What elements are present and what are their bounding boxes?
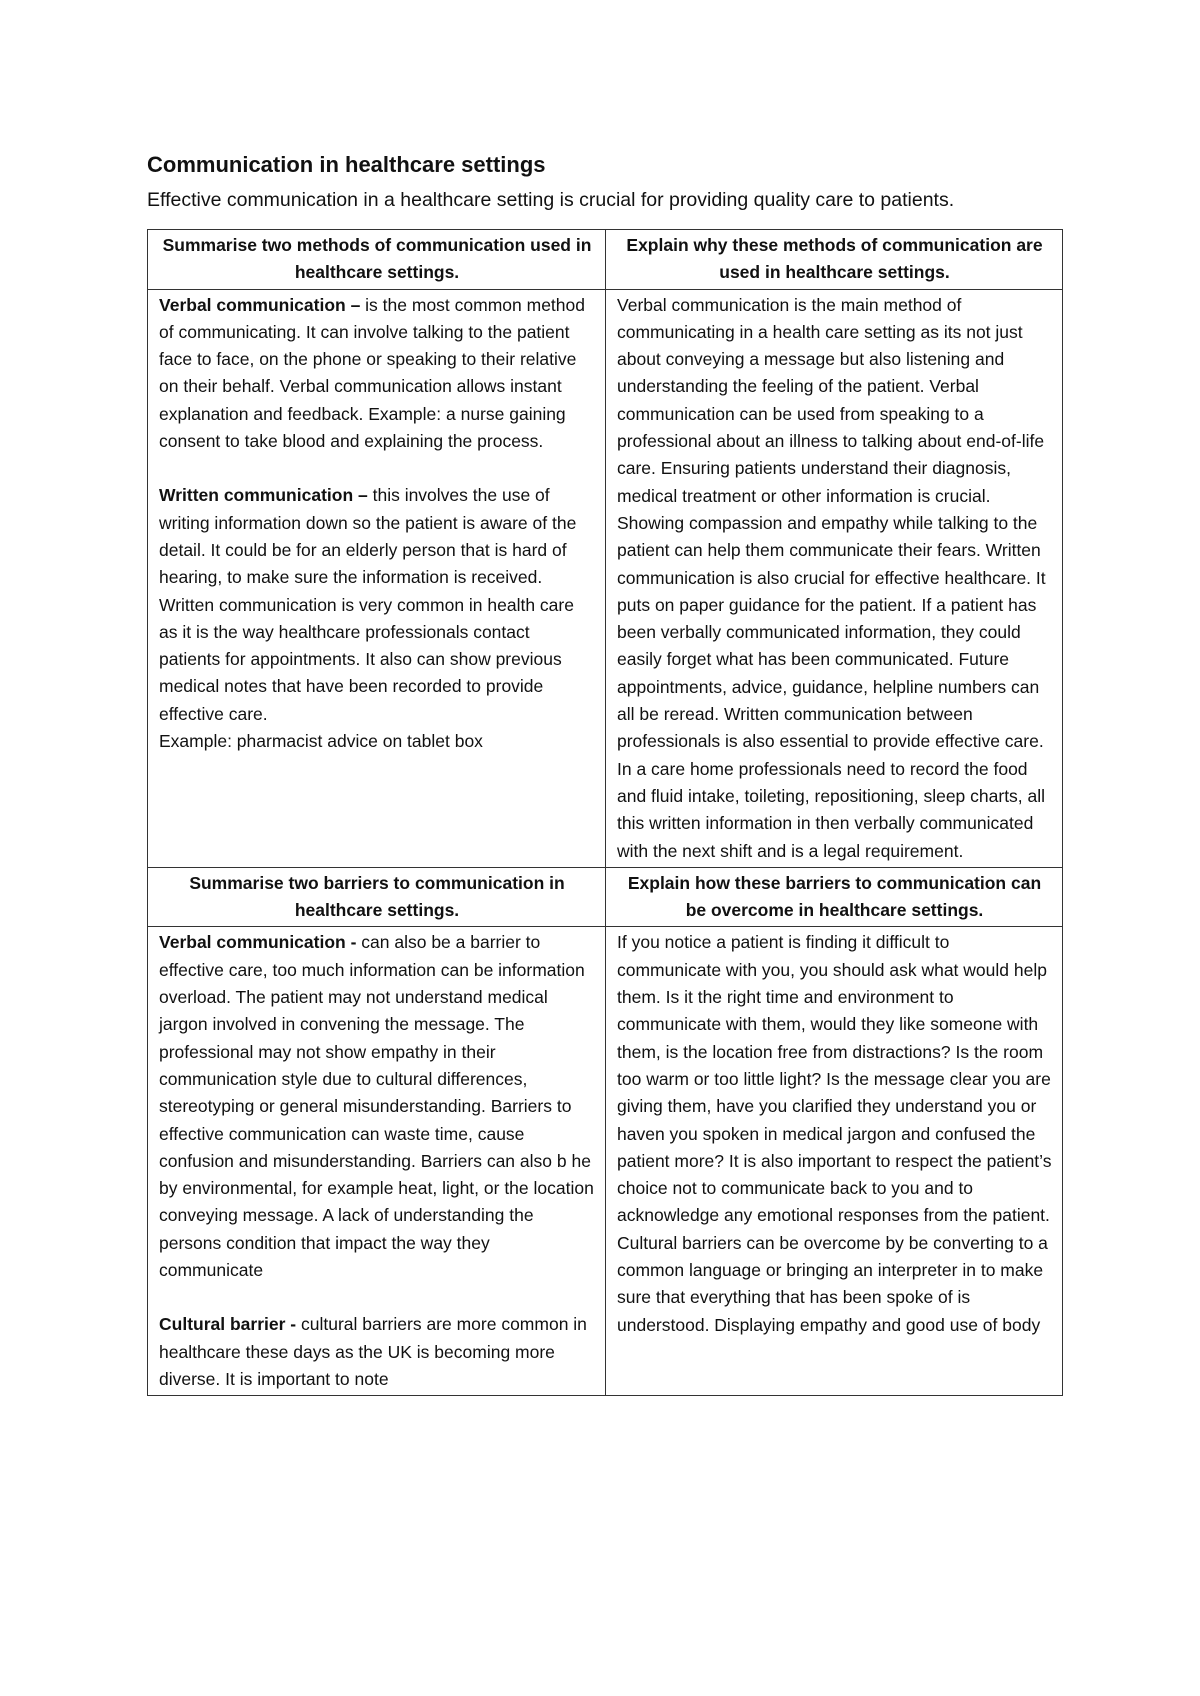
barriers-summary-header: Summarise two barriers to communication in healthcare settings. xyxy=(148,867,606,927)
written-method-lead: Written communication – xyxy=(159,485,373,506)
barriers-overcome-text: If you notice a patient is finding it difficult to communicate with you, you should ask what would help them. Is it the right time and environment to communicate with them, would they like someone with them, is the location free from distractions? Is the room too warm or too little light? Is the message clear you are giving them, have you clarified they understand you or haven you spoken in medical jargon and confused the patient more? It is also important to respect the patient’s choice not to communicate back to you and to acknowledge any emotional responses from the patient. Cultural barriers can be overcome by be converting to a common language or bringing an interpreter in to make sure that everything that has been spoke of is understood. Displaying empathy and good use of body xyxy=(617,932,1052,1335)
barriers-summary-cell xyxy=(148,927,606,1396)
document-intro: Effective communication in a healthcare setting is crucial for providing quality care to patients. xyxy=(147,189,955,211)
methods-explain-text: Verbal communication is the main method of communicating in a health care setting as its not just about conveying a message but also listening and understanding the feeling of the patient. Verbal communication can be used from speaking to a professional about an illness to talking about end-of-life care. Ensuring patients understand their diagnosis, medical treatment or other information is crucial. Showing compassion and empathy while talking to the patient can help them communicate their fears. Written communication is also crucial for effective healthcare. It puts on paper guidance for the patient. If a patient has been verbally communicated information, they could easily forget what has been communicated. Future appointments, advice, guidance, helpline numbers can all be reread. Written communication between professionals is also essential to provide effective care. In a care home professionals need to record the food and fluid intake, toileting, repositioning, sleep charts, all this written information in then verbally communicated with the next shift and is a legal requirement. xyxy=(617,294,1046,861)
table-row xyxy=(148,927,1063,1396)
cultural-barrier-text: cultural barriers are more common in healthcare these days as the UK is becoming more diverse. It is important to note xyxy=(159,1314,587,1389)
barriers-overcome-header: Explain how these barriers to communication can be overcome in healthcare settings. xyxy=(606,867,1063,927)
table-row xyxy=(148,230,1063,290)
cultural-barrier-lead: Cultural barrier - xyxy=(159,1314,301,1335)
methods-explain-header: Explain why these methods of communication are used in healthcare settings. xyxy=(606,230,1063,290)
verbal-barrier-text: can also be a barrier to effective care, too much information can be information overload. The patient may not understand medical jargon involved in convening the message. The professional may not show empathy in their communication style due to cultural differences, stereotyping or general misunderstanding. Barriers to effective communication can waste time, cause confusion and misunderstanding. Barriers can also b he by environmental, for example heat, light, or the location conveying message. A lack of understanding the persons condition that impact the way they communicate xyxy=(159,932,594,1280)
written-method-example: Example: pharmacist advice on tablet box xyxy=(159,731,483,752)
communication-table xyxy=(147,229,1063,1396)
verbal-barrier-lead: Verbal communication - xyxy=(159,932,362,953)
barriers-overcome-cell xyxy=(606,927,1063,1396)
methods-summary-header: Summarise two methods of communication used in healthcare settings. xyxy=(148,230,606,290)
table-row xyxy=(148,289,1063,867)
written-method-text: this involves the use of writing information down so the patient is aware of the detail. It could be for an elderly person that is hard of hearing, to make sure the information is received. Written communication is very common in health care as it is the way healthcare professionals contact patients for appointments. It also can show previous medical notes that have been recorded to provide effective care. xyxy=(159,485,577,724)
verbal-method-lead: Verbal communication – xyxy=(159,294,366,315)
methods-explain-cell xyxy=(606,289,1063,867)
verbal-method-paragraph xyxy=(159,292,595,456)
verbal-barrier-paragraph xyxy=(159,929,595,1284)
written-method-paragraph xyxy=(159,482,595,728)
cultural-barrier-paragraph xyxy=(159,1311,595,1393)
verbal-method-text: is the most common method of communicating. It can involve talking to the patient face to face, on the phone or speaking to their relative on their behalf. Verbal communication allows instant explanation and feedback. Example: a nurse gaining consent to take blood and explaining the process. xyxy=(159,294,585,452)
table-row xyxy=(148,867,1063,927)
methods-summary-cell xyxy=(148,289,606,867)
document-title: Communication in healthcare settings xyxy=(147,152,546,177)
document-page xyxy=(147,150,1062,1396)
